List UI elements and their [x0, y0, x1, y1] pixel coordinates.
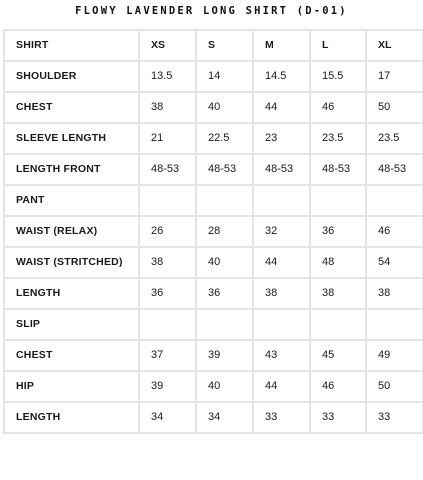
cell-value: 33	[253, 402, 310, 433]
cell-value: 38	[366, 278, 423, 309]
row-label: LENGTH	[4, 278, 139, 309]
cell-value: 23	[253, 123, 310, 154]
cell-value: 39	[139, 371, 196, 402]
cell-value: 14.5	[253, 61, 310, 92]
cell-value: 43	[253, 340, 310, 371]
cell-value: 44	[253, 92, 310, 123]
row-label: LENGTH FRONT	[4, 154, 139, 185]
cell-value: 38	[310, 278, 366, 309]
cell-value: 40	[196, 92, 253, 123]
cell-value: 38	[139, 247, 196, 278]
cell-value	[196, 185, 253, 216]
cell-value: 46	[310, 371, 366, 402]
cell-value	[310, 185, 366, 216]
cell-value: 37	[139, 340, 196, 371]
row-label: CHEST	[4, 92, 139, 123]
table-row	[4, 216, 423, 247]
row-label: SLEEVE LENGTH	[4, 123, 139, 154]
cell-value: 39	[196, 340, 253, 371]
cell-value: 46	[366, 216, 423, 247]
cell-value: 49	[366, 340, 423, 371]
cell-value: 48-53	[139, 154, 196, 185]
cell-value: 48-53	[253, 154, 310, 185]
header-cell-xl: XL	[366, 30, 423, 61]
cell-value: 40	[196, 371, 253, 402]
cell-value: 38	[139, 92, 196, 123]
row-label: SHOULDER	[4, 61, 139, 92]
cell-value: 48-53	[310, 154, 366, 185]
cell-value: 26	[139, 216, 196, 247]
cell-value: 21	[139, 123, 196, 154]
table-row	[4, 92, 423, 123]
cell-value: 34	[196, 402, 253, 433]
header-cell-category: SHIRT	[4, 30, 139, 61]
cell-value: 50	[366, 92, 423, 123]
header-cell-m: M	[253, 30, 310, 61]
cell-value: 44	[253, 371, 310, 402]
header-cell-l: L	[310, 30, 366, 61]
table-row	[4, 123, 423, 154]
cell-value: 50	[366, 371, 423, 402]
cell-value: 17	[366, 61, 423, 92]
table-row	[4, 278, 423, 309]
row-label: LENGTH	[4, 402, 139, 433]
cell-value: 38	[253, 278, 310, 309]
cell-value: 22.5	[196, 123, 253, 154]
cell-value: 32	[253, 216, 310, 247]
page-title: FLOWY LAVENDER LONG SHIRT (D-01)	[75, 5, 348, 17]
table-row	[4, 402, 423, 433]
row-label: WAIST (STRITCHED)	[4, 247, 139, 278]
cell-value: 23.5	[366, 123, 423, 154]
cell-value: 45	[310, 340, 366, 371]
cell-value: 36	[139, 278, 196, 309]
cell-value	[196, 309, 253, 340]
cell-value	[139, 185, 196, 216]
cell-value: 13.5	[139, 61, 196, 92]
table-row	[4, 154, 423, 185]
row-label: HIP	[4, 371, 139, 402]
cell-value: 34	[139, 402, 196, 433]
table-section-row	[4, 185, 423, 216]
cell-value: 48-53	[366, 154, 423, 185]
cell-value: 15.5	[310, 61, 366, 92]
cell-value: 46	[310, 92, 366, 123]
header-cell-s: S	[196, 30, 253, 61]
row-label: CHEST	[4, 340, 139, 371]
cell-value: 33	[310, 402, 366, 433]
table-row	[4, 247, 423, 278]
cell-value	[139, 309, 196, 340]
row-label: WAIST (RELAX)	[4, 216, 139, 247]
cell-value: 28	[196, 216, 253, 247]
size-chart-table	[3, 29, 423, 434]
cell-value	[253, 185, 310, 216]
cell-value: 36	[196, 278, 253, 309]
cell-value: 33	[366, 402, 423, 433]
cell-value	[253, 309, 310, 340]
table-row	[4, 371, 423, 402]
cell-value: 44	[253, 247, 310, 278]
cell-value: 23.5	[310, 123, 366, 154]
table-row	[4, 340, 423, 371]
table-header-row	[4, 30, 423, 61]
cell-value	[366, 185, 423, 216]
cell-value: 48-53	[196, 154, 253, 185]
section-label: SLIP	[4, 309, 139, 340]
cell-value: 40	[196, 247, 253, 278]
cell-value	[310, 309, 366, 340]
header-cell-xs: XS	[139, 30, 196, 61]
cell-value: 48	[310, 247, 366, 278]
section-label: PANT	[4, 185, 139, 216]
table-row	[4, 61, 423, 92]
table-section-row	[4, 309, 423, 340]
cell-value	[366, 309, 423, 340]
cell-value: 54	[366, 247, 423, 278]
cell-value: 36	[310, 216, 366, 247]
cell-value: 14	[196, 61, 253, 92]
